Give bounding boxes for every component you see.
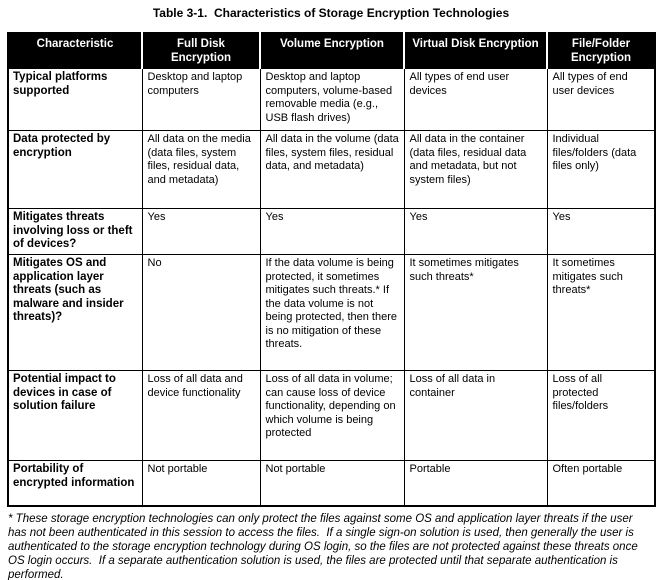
table-header-row xyxy=(8,33,655,69)
row-header-portability: Portability of encrypted information xyxy=(8,461,142,506)
table-cell: Yes xyxy=(547,209,655,255)
row-header-typical-platforms: Typical platforms supported xyxy=(8,69,142,131)
table-row xyxy=(8,371,655,461)
table-cell: Yes xyxy=(260,209,404,255)
table-row xyxy=(8,255,655,371)
column-header-virtual-disk-encryption: Virtual Disk Encryption xyxy=(404,33,547,69)
table-cell: Yes xyxy=(404,209,547,255)
table-cell: Portable xyxy=(404,461,547,506)
storage-encryption-table xyxy=(7,32,656,507)
table-cell: All types of end user devices xyxy=(404,69,547,131)
row-header-mitigates-loss-theft: Mitigates threats involving loss or theft of devices? xyxy=(8,209,142,255)
row-header-potential-impact: Potential impact to devices in case of solution failure xyxy=(8,371,142,461)
table-cell: Not portable xyxy=(260,461,404,506)
table-cell: Desktop and laptop computers, volume-based removable media (e.g., USB flash drives) xyxy=(260,69,404,131)
table-cell: All types of end user devices xyxy=(547,69,655,131)
table-cell: It sometimes mitigates such threats* xyxy=(547,255,655,371)
column-header-characteristic: Characteristic xyxy=(8,33,142,69)
table-cell: Loss of all data and device functionality xyxy=(142,371,260,461)
row-header-data-protected: Data protected by encryption xyxy=(8,131,142,209)
table-cell: It sometimes mitigates such threats* xyxy=(404,255,547,371)
table-cell: All data on the media (data files, system files, residual data, and metadata) xyxy=(142,131,260,209)
table-row xyxy=(8,209,655,255)
table-cell: If the data volume is being protected, it sometimes mitigates such threats.* If the data volume is not being protected, then there is no mitigation of these threats. xyxy=(260,255,404,371)
table-cell: Loss of all data in container xyxy=(404,371,547,461)
table-cell: Yes xyxy=(142,209,260,255)
table-caption: Table 3-1. Characteristics of Storage Encryption Technologies xyxy=(152,6,510,20)
table-row xyxy=(8,69,655,131)
column-header-volume-encryption: Volume Encryption xyxy=(260,33,404,69)
table-cell: Desktop and laptop computers xyxy=(142,69,260,131)
table-cell: Often portable xyxy=(547,461,655,506)
table-cell: Loss of all data in volume; can cause loss of device functionality, depending on which volume is being protected xyxy=(260,371,404,461)
column-header-file-folder-encryption: File/Folder Encryption xyxy=(547,33,655,69)
table-footnote: * These storage encryption technologies can only protect the files against some OS and application layer threats if the user has not been authenticated in this session to access the files. If a single sign-on solution is used, then generally the user is authenticated to the storage encryption technology during OS login, so the files are not protected against these threats once OS login occurs. If a separate authentication solution is used, the files are protected until that separate authentication is performed. xyxy=(8,512,641,580)
table-cell: Loss of all protected files/folders xyxy=(547,371,655,461)
table-cell: All data in the container (data files, residual data and metadata, but not system files) xyxy=(404,131,547,209)
row-header-mitigates-os-threats: Mitigates OS and application layer threats (such as malware and insider threats)? xyxy=(8,255,142,371)
table-row xyxy=(8,131,655,209)
table-cell: Individual files/folders (data files only) xyxy=(547,131,655,209)
table-cell: No xyxy=(142,255,260,371)
table-cell: All data in the volume (data files, system files, residual data, and metadata) xyxy=(260,131,404,209)
table-cell: Not portable xyxy=(142,461,260,506)
column-header-full-disk-encryption: Full Disk Encryption xyxy=(142,33,260,69)
table-row xyxy=(8,461,655,506)
